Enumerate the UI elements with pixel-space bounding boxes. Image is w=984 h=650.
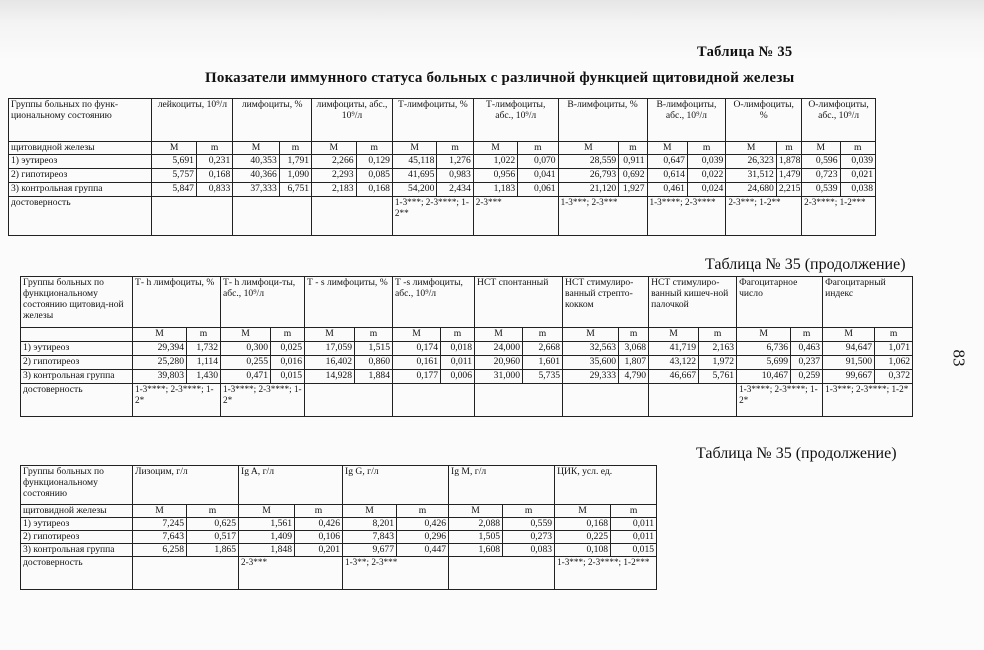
value-cell: 6,736 [737, 342, 791, 356]
value-cell: 41,719 [649, 342, 699, 356]
error-header: m [791, 328, 823, 342]
value-cell: 0,225 [555, 531, 611, 544]
value-cell: 0,983 [437, 169, 473, 183]
group-label: 2) гипотиреоз [9, 169, 152, 183]
value-cell: 0,723 [802, 169, 840, 183]
value-cell: 1,515 [355, 342, 393, 356]
immune-table-continued-2 [20, 465, 657, 590]
value-cell: 37,333 [233, 183, 279, 197]
value-cell: 1,505 [449, 531, 503, 544]
value-cell: 0,372 [875, 370, 913, 384]
value-cell: 25,280 [133, 356, 187, 370]
value-cell: 39,803 [133, 370, 187, 384]
significance-cell [233, 197, 312, 236]
subheader-row [21, 505, 657, 518]
value-cell: 0,956 [473, 169, 517, 183]
value-cell: 2,266 [312, 155, 356, 169]
value-cell: 0,692 [619, 169, 647, 183]
significance-cell [312, 197, 393, 236]
value-cell: 40,353 [233, 155, 279, 169]
value-cell: 0,300 [221, 342, 271, 356]
significance-cell [475, 384, 563, 417]
value-cell: 2,434 [437, 183, 473, 197]
value-cell: 0,201 [295, 544, 343, 557]
table-row [21, 518, 657, 531]
value-cell: 0,168 [356, 183, 392, 197]
value-cell: 41,695 [392, 169, 436, 183]
value-cell: 1,071 [875, 342, 913, 356]
value-cell: 0,463 [791, 342, 823, 356]
column-header: НСТ спонтанный [475, 277, 563, 328]
significance-cell [563, 384, 649, 417]
value-cell: 0,471 [221, 370, 271, 384]
column-header: лимфоциты, % [233, 99, 312, 142]
value-cell: 6,751 [279, 183, 311, 197]
significance-cell: 2-3***; 1-2** [726, 197, 802, 236]
value-cell: 0,070 [518, 155, 558, 169]
value-cell: 0,168 [555, 518, 611, 531]
table-row [21, 544, 657, 557]
mean-header: М [475, 328, 523, 342]
column-header: Ig A, г/л [239, 466, 343, 505]
error-header: m [518, 142, 558, 155]
significance-label: достоверность [21, 557, 133, 590]
value-cell: 1,791 [279, 155, 311, 169]
value-cell: 0,011 [611, 531, 657, 544]
significance-cell [305, 384, 393, 417]
value-cell: 17,059 [305, 342, 355, 356]
column-header: О-лимфоциты, % [726, 99, 802, 142]
value-cell: 1,878 [776, 155, 801, 169]
empty-cell [21, 328, 133, 342]
mean-header: М [133, 505, 187, 518]
value-cell: 1,430 [187, 370, 221, 384]
error-header: m [187, 505, 239, 518]
column-header: ЦИК, усл. ед. [555, 466, 657, 505]
value-cell: 0,011 [441, 356, 475, 370]
value-cell: 0,061 [518, 183, 558, 197]
significance-row [9, 197, 876, 236]
significance-cell: 1-3****; 2-3****; 1-2* [221, 384, 305, 417]
value-cell: 0,085 [356, 169, 392, 183]
value-cell: 29,333 [563, 370, 619, 384]
mean-header: М [133, 328, 187, 342]
value-cell: 2,293 [312, 169, 356, 183]
column-header: Т - s лимфоциты, % [305, 277, 393, 328]
group-header: Группы больных по функциональному состоянию [21, 466, 133, 505]
mean-header: М [802, 142, 840, 155]
column-header: лейкоциты, 10⁹/л [152, 99, 233, 142]
value-cell: 0,161 [393, 356, 441, 370]
value-cell: 20,960 [475, 356, 523, 370]
mean-header: М [558, 142, 619, 155]
value-cell: 0,273 [503, 531, 555, 544]
value-cell: 0,174 [393, 342, 441, 356]
value-cell: 54,200 [392, 183, 436, 197]
mean-header: М [393, 328, 441, 342]
error-header: m [776, 142, 801, 155]
table-row [21, 342, 913, 356]
value-cell: 3,068 [619, 342, 649, 356]
group-header: Группы больных по функциональному состоянию щитовид-ной железы [21, 277, 133, 328]
value-cell: 0,559 [503, 518, 555, 531]
value-cell: 28,559 [558, 155, 619, 169]
error-header: m [437, 142, 473, 155]
column-header: В-лимфоциты, абс., 10⁹/л [647, 99, 726, 142]
error-header: m [523, 328, 563, 342]
subheader-row [21, 328, 913, 342]
value-cell: 24,680 [726, 183, 777, 197]
column-header: Ig M, г/л [449, 466, 555, 505]
value-cell: 5,757 [152, 169, 196, 183]
column-header: НСТ стимулиро-ванный стрепто-кокком [563, 277, 649, 328]
column-header: Т -s лимфоциты, абс., 10⁹/л [393, 277, 475, 328]
value-cell: 0,259 [791, 370, 823, 384]
mean-header: М [555, 505, 611, 518]
mean-header: М [737, 328, 791, 342]
value-cell: 1,608 [449, 544, 503, 557]
value-cell: 31,000 [475, 370, 523, 384]
value-cell: 1,022 [473, 155, 517, 169]
value-cell: 2,668 [523, 342, 563, 356]
value-cell: 9,677 [343, 544, 397, 557]
value-cell: 1,276 [437, 155, 473, 169]
value-cell: 24,000 [475, 342, 523, 356]
value-cell: 14,928 [305, 370, 355, 384]
significance-cell: 2-3*** [239, 557, 343, 590]
mean-header: М [647, 142, 687, 155]
significance-row [21, 557, 657, 590]
value-cell: 94,647 [823, 342, 875, 356]
significance-label: достоверность [9, 197, 152, 236]
significance-cell: 1-3****; 2-3****; 1-2* [737, 384, 823, 417]
error-header: m [619, 328, 649, 342]
error-header: m [196, 142, 232, 155]
value-cell: 0,255 [221, 356, 271, 370]
value-cell: 0,539 [802, 183, 840, 197]
column-header: Т-лимфоциты, % [392, 99, 473, 142]
value-cell: 0,025 [271, 342, 305, 356]
value-cell: 0,039 [687, 155, 725, 169]
value-cell: 0,106 [295, 531, 343, 544]
error-header: m [279, 142, 311, 155]
value-cell: 0,083 [503, 544, 555, 557]
value-cell: 0,833 [196, 183, 232, 197]
page-number: 83 [949, 349, 969, 367]
value-cell: 0,015 [271, 370, 305, 384]
value-cell: 7,643 [133, 531, 187, 544]
mean-header: М [343, 505, 397, 518]
error-header: m [271, 328, 305, 342]
value-cell: 0,016 [271, 356, 305, 370]
group-label: 1) эутиреоз [21, 342, 133, 356]
page-title: Показатели иммунного статуса больных с различной функцией щитовидной железы [205, 70, 795, 86]
value-cell: 2,163 [699, 342, 737, 356]
value-cell: 0,860 [355, 356, 393, 370]
column-header: Т-лимфоциты, абс., 10⁹/л [473, 99, 558, 142]
significance-cell: 1-3***; 2-3****; 1-2* [823, 384, 913, 417]
value-cell: 0,647 [647, 155, 687, 169]
subheader-row [9, 142, 876, 155]
scan-shadow [0, 0, 984, 60]
value-cell: 1,807 [619, 356, 649, 370]
mean-header: М [239, 505, 295, 518]
value-cell: 35,600 [563, 356, 619, 370]
value-cell: 21,120 [558, 183, 619, 197]
table-row [9, 183, 876, 197]
value-cell: 0,129 [356, 155, 392, 169]
value-cell: 26,323 [726, 155, 777, 169]
table-row [21, 356, 913, 370]
value-cell: 1,927 [619, 183, 647, 197]
value-cell: 5,847 [152, 183, 196, 197]
group-header: Группы больных по функ-циональному состоянию [9, 99, 152, 142]
mean-header: М [152, 142, 196, 155]
value-cell: 0,911 [619, 155, 647, 169]
value-cell: 1,062 [875, 356, 913, 370]
group-label: 1) эутиреоз [21, 518, 133, 531]
error-header: m [397, 505, 449, 518]
value-cell: 45,118 [392, 155, 436, 169]
value-cell: 2,088 [449, 518, 503, 531]
value-cell: 26,793 [558, 169, 619, 183]
value-cell: 5,699 [737, 356, 791, 370]
mean-header: М [473, 142, 517, 155]
value-cell: 1,848 [239, 544, 295, 557]
significance-cell [152, 197, 233, 236]
value-cell: 1,972 [699, 356, 737, 370]
table-row [21, 531, 657, 544]
significance-cell [393, 384, 475, 417]
group-header-continued: щитовидной железы [9, 142, 152, 155]
value-cell: 7,245 [133, 518, 187, 531]
error-header: m [355, 328, 393, 342]
group-label: 3) контрольная группа [9, 183, 152, 197]
value-cell: 0,015 [611, 544, 657, 557]
value-cell: 0,461 [647, 183, 687, 197]
value-cell: 40,366 [233, 169, 279, 183]
value-cell: 1,601 [523, 356, 563, 370]
value-cell: 4,790 [619, 370, 649, 384]
value-cell: 0,108 [555, 544, 611, 557]
value-cell: 10,467 [737, 370, 791, 384]
value-cell: 6,258 [133, 544, 187, 557]
significance-label: достоверность [21, 384, 133, 417]
table-row [21, 370, 913, 384]
column-header: лимфоциты, абс., 10⁹/л [312, 99, 393, 142]
mean-header: М [449, 505, 503, 518]
value-cell: 32,563 [563, 342, 619, 356]
value-cell: 0,237 [791, 356, 823, 370]
value-cell: 2,215 [776, 183, 801, 197]
value-cell: 2,183 [312, 183, 356, 197]
value-cell: 8,201 [343, 518, 397, 531]
error-header: m [687, 142, 725, 155]
value-cell: 1,409 [239, 531, 295, 544]
value-cell: 0,041 [518, 169, 558, 183]
value-cell: 0,296 [397, 531, 449, 544]
mean-header: М [649, 328, 699, 342]
value-cell: 0,177 [393, 370, 441, 384]
column-header: НСТ стимулиро-ванный кишеч-ной палочкой [649, 277, 737, 328]
column-header: Т- h лимфоци-ты, абс., 10⁹/л [221, 277, 305, 328]
mean-header: М [823, 328, 875, 342]
value-cell: 5,691 [152, 155, 196, 169]
value-cell: 0,038 [840, 183, 876, 197]
value-cell: 46,667 [649, 370, 699, 384]
mean-header: М [233, 142, 279, 155]
error-header: m [187, 328, 221, 342]
value-cell: 43,122 [649, 356, 699, 370]
significance-cell: 2-3*** [473, 197, 558, 236]
group-label: 2) гипотиреоз [21, 356, 133, 370]
value-cell: 5,735 [523, 370, 563, 384]
value-cell: 0,625 [187, 518, 239, 531]
value-cell: 1,732 [187, 342, 221, 356]
error-header: m [356, 142, 392, 155]
error-header: m [699, 328, 737, 342]
significance-cell [133, 557, 239, 590]
value-cell: 1,479 [776, 169, 801, 183]
significance-cell: 1-3***; 2-3****; 1-2** [392, 197, 473, 236]
mean-header: М [726, 142, 777, 155]
column-header: Ig G, г/л [343, 466, 449, 505]
value-cell: 0,447 [397, 544, 449, 557]
value-cell: 0,018 [441, 342, 475, 356]
value-cell: 0,021 [840, 169, 876, 183]
column-header: Фагоцитарный индекс [823, 277, 913, 328]
header-row [9, 99, 876, 142]
immune-table-continued-1 [20, 276, 913, 417]
error-header: m [503, 505, 555, 518]
value-cell: 1,884 [355, 370, 393, 384]
value-cell: 31,512 [726, 169, 777, 183]
value-cell: 0,024 [687, 183, 725, 197]
table-row [9, 169, 876, 183]
error-header: m [611, 505, 657, 518]
error-header: m [441, 328, 475, 342]
value-cell: 99,667 [823, 370, 875, 384]
immune-table-main [8, 98, 876, 236]
significance-cell: 2-3****; 1-2*** [802, 197, 876, 236]
value-cell: 0,011 [611, 518, 657, 531]
value-cell: 0,231 [196, 155, 232, 169]
mean-header: М [312, 142, 356, 155]
value-cell: 1,090 [279, 169, 311, 183]
column-header: В-лимфоциты, % [558, 99, 647, 142]
group-label: 2) гипотиреоз [21, 531, 133, 544]
mean-header: М [305, 328, 355, 342]
table-row [9, 155, 876, 169]
significance-cell [449, 557, 555, 590]
group-label: 3) контрольная группа [21, 544, 133, 557]
value-cell: 1,183 [473, 183, 517, 197]
table-number: Таблица № 35 [697, 44, 793, 60]
error-header: m [295, 505, 343, 518]
mean-header: М [563, 328, 619, 342]
value-cell: 1,865 [187, 544, 239, 557]
header-row [21, 277, 913, 328]
value-cell: 0,614 [647, 169, 687, 183]
mean-header: М [221, 328, 271, 342]
significance-cell: 1-3**; 2-3*** [343, 557, 449, 590]
mean-header: М [392, 142, 436, 155]
significance-row [21, 384, 913, 417]
significance-cell: 1-3***; 2-3****; 1-2*** [555, 557, 657, 590]
value-cell: 0,022 [687, 169, 725, 183]
error-header: m [875, 328, 913, 342]
significance-cell: 1-3***; 2-3*** [558, 197, 647, 236]
significance-cell: 1-3****; 2-3**** [647, 197, 726, 236]
column-header: Т- h лимфоциты, % [133, 277, 221, 328]
header-row [21, 466, 657, 505]
group-label: 3) контрольная группа [21, 370, 133, 384]
table-number-continued: Таблица № 35 (продолжение) [696, 445, 897, 462]
value-cell: 5,761 [699, 370, 737, 384]
error-header: m [619, 142, 647, 155]
group-label: 1) эутиреоз [9, 155, 152, 169]
value-cell: 0,596 [802, 155, 840, 169]
group-header-continued: щитовидной железы [21, 505, 133, 518]
error-header: m [840, 142, 876, 155]
significance-cell [649, 384, 737, 417]
value-cell: 0,039 [840, 155, 876, 169]
value-cell: 1,114 [187, 356, 221, 370]
value-cell: 1,561 [239, 518, 295, 531]
table-number-continued: Таблица № 35 (продолжение) [705, 256, 906, 273]
value-cell: 0,426 [295, 518, 343, 531]
value-cell: 91,500 [823, 356, 875, 370]
significance-cell: 1-3****; 2-3****; 1-2* [133, 384, 221, 417]
value-cell: 7,843 [343, 531, 397, 544]
value-cell: 16,402 [305, 356, 355, 370]
column-header: О-лимфоциты, абс., 10⁹/л [802, 99, 876, 142]
value-cell: 0,006 [441, 370, 475, 384]
value-cell: 0,168 [196, 169, 232, 183]
column-header: Фагоцитарное число [737, 277, 823, 328]
value-cell: 0,517 [187, 531, 239, 544]
column-header: Лизоцим, г/л [133, 466, 239, 505]
value-cell: 29,394 [133, 342, 187, 356]
value-cell: 0,426 [397, 518, 449, 531]
